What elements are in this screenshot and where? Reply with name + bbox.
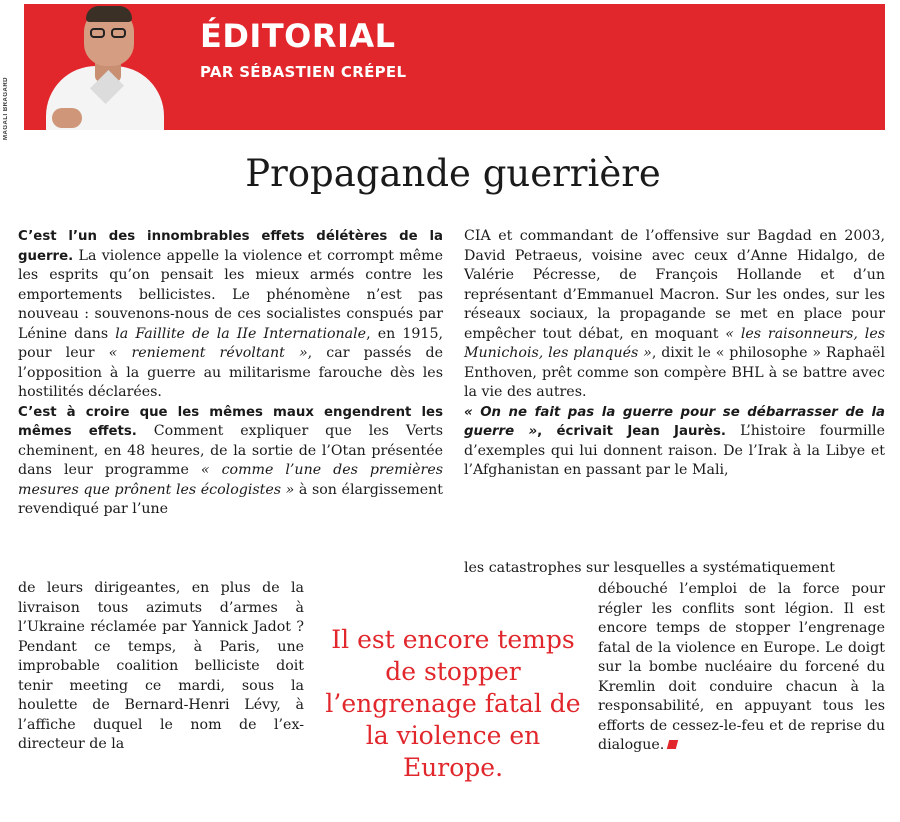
paragraph-text: , dixit le « philosophe » Raphaël Enthoven, prêt comme son compère BHL à se battre avec la vie des autres. xyxy=(464,345,885,400)
paragraph-text: La violence appelle la violence et corrompt même les esprits qu’on pensait les mieux armés contre les emportements bellicistes. Le phénomène n’est pas nouveau : souvenons-nous de ces socialistes conspués par Lénine dans xyxy=(18,247,443,342)
book-title: la Faillite de la IIe Internationale xyxy=(115,325,367,342)
quote: « comme l’une des premières mesures que prônent les écologistes » xyxy=(18,462,444,498)
paragraph-lead: C’est l’un des innombrables effets délétères de la guerre. xyxy=(18,229,443,264)
paragraph-4 xyxy=(464,403,885,481)
pull-quote: Il est encore temps de stopper l’engrenage fatal de la violence en Europe. xyxy=(325,625,581,782)
paragraph-text: Comment expliquer que les Verts cheminent, en 48 heures, de la sortie de l’Otan présentée dans leur programme xyxy=(18,423,443,478)
left-column xyxy=(18,227,443,520)
right-column-narrow xyxy=(598,580,885,756)
paragraph-end xyxy=(598,580,885,756)
author-byline: PAR SÉBASTIEN CRÉPEL xyxy=(200,63,407,81)
paragraph-lead-quote: « On ne fait pas la guerre pour se débarrasser de la guerre » xyxy=(464,404,885,439)
paragraph-1 xyxy=(18,227,443,403)
left-column-narrow xyxy=(18,579,304,755)
paragraph-text: débouché l’emploi de la force pour régler les conflits sont légion. Il est encore temps de stopper l’engrenage fatal de la violence en Europe. Le doigt sur la bombe nucléaire du forcené du Kremlin doit conduire chacun à la responsabilité, en appuyant tous les efforts de cessez-le-feu et de reprise du dialogue. xyxy=(598,581,885,753)
paragraph-lead: , écrivait Jean Jaurès. xyxy=(537,424,726,439)
paragraph-3 xyxy=(464,227,885,403)
article-headline: Propagande guerrière xyxy=(245,152,661,195)
paragraph-text: à son élargissement revendiqué par l’une xyxy=(18,481,443,517)
paragraph-text: L’histoire fourmille d’exemples qui lui donnent raison. De l’Irak à la Libye et l’Afghanistan en passant par le Mali, xyxy=(464,423,885,478)
quote: « les raisonneurs, les Munichois, les planqués » xyxy=(464,325,885,361)
photo-credit: MAGALI BRAGARD xyxy=(3,77,9,140)
paragraph-text: CIA et commandant de l’offensive sur Bagdad en 2003, David Petraeus, voisine avec ceux d’Anne Hidalgo, de Valérie Pécresse, de François Hollande et d’un représentant d’Emmanuel Macron. Sur les ondes, sur les réseaux sociaux, la propagande se met en place pour empêcher tout débat, en moquant xyxy=(464,228,885,342)
end-mark-icon xyxy=(667,740,678,749)
paragraph-text: , en 1915, pour leur xyxy=(18,325,443,361)
paragraph-text: les catastrophes sur lesquelles a systématiquement xyxy=(464,560,835,576)
paragraph-text: de leurs dirigeantes, en plus de la livraison tous azimuts d’armes à l’Ukraine réclamée par Yannick Jadot ? Pendant ce temps, à Paris, une improbable coalition belliciste doit tenir meeting ce mardi, sous la houlette de Bernard-Henri Lévy, à l’affiche duquel le nom de l’ex-directeur de la xyxy=(18,580,304,752)
paragraph-2 xyxy=(18,403,443,520)
section-title: ÉDITORIAL xyxy=(200,17,396,55)
quote: « reniement révoltant » xyxy=(108,345,308,361)
author-portrait xyxy=(32,4,172,130)
paragraph-lead: C’est à croire que les mêmes maux engendrent les mêmes effets. xyxy=(18,404,443,439)
paragraph-text: , car passés de l’opposition à la guerre au militarisme farouche dès les hostilités déclarées. xyxy=(18,345,443,400)
right-column xyxy=(464,227,885,481)
